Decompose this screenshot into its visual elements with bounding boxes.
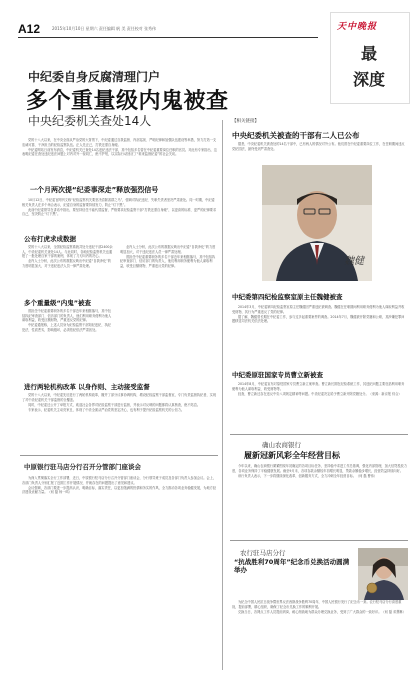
section-name-top: 最 (361, 44, 378, 63)
related-link-tag: 【相关链接】 (232, 119, 259, 124)
section2-body: 党的十八大以来，全国纪检监察系统共处分违纪干部2400余人，中央纪委机关查处14人。与此同时，各地纪检监察机关也通报了一批处理自家干部的案例，体现了刀刃向内的决心。 业内人士分析，此次公布的数据反映出中纪委“自我净化”的力度明显加大，对于违纪违法人员一律严肃处理。 (22, 245, 113, 268)
bank-right-divider (222, 455, 223, 670)
right-title-2: 中纪委第四纪检监察室原主任魏健被查 (232, 293, 343, 301)
section3-title: 多个重量级“内鬼”被查 (24, 299, 92, 307)
lead-intro: 党的十八大以来，在中央全面从严治党的大背景下，中纪委通过自我监督、内部巡视、严明纪律和加强队伍建设等举措，努力打造一支忠诚可靠、干净担当的纪检监察队伍。正人先正己，打铁还需自身硬。 中纪委网站日前发布消息，中纪委机关已查处14名违纪违法干部，其中包括多名曾在中纪委重要岗位任职的官员。对此有专家指出，这表明纪委在查处违纪违法问题上对内对外一视同仁，绝不护短，以实际行动回应了“谁来监督纪委”的社会关切。 (22, 138, 217, 157)
lead-kicker: 中纪委自身反腐清理门户 (28, 70, 161, 84)
column-divider (222, 120, 223, 455)
ad2-top-rule (230, 540, 408, 541)
right-body-2: 2014年3月，中纪委第四纪检监察室原主任魏健因严重违纪被调查。魏健在任职期间利用职务便利为他人谋取利益并收受财物，其行为严重违反了党的纪律。 据了解，魏健曾长期在中纪委工作，参与过多起重要案件的调查。2014年7月，魏健被开除党籍和公职，其涉嫌犯罪问题移送司法机关依法处理。 (232, 305, 405, 324)
section3-body: 曾担任中纪委重要职务的多名干部近年来相继落马，其中包括执纪审查部门、信访部门的负责人，他们利用职务便利为他人谋取利益，收受巨额财物，严重违反党的纪律。 中纪委通报称，上述人员身为纪检监察干部知纪违纪、执纪犯法，性质恶劣，影响极坏，必须依纪依法严肃惩处。 (22, 309, 112, 332)
ad1-top-rule (230, 434, 408, 435)
header-meta: 2015年10月10日 星期六 责任编辑 帆 美 责任校对 张秀伟 (52, 26, 156, 31)
section1-body: 10月12日，中纪委官网刊文称“纪检监察机关要坚决清除害群之马”，强调对执纪违纪、失职失责者坚决严肃查处。同一时期，中纪委相关负责人在多个场合表示，纪委自身的监督要持续发力，防止“灯下黑”。 此前中纪委领导在讲话中指出，要坚持信任不能代替监督，严格要求纪检监察干部“打铁还需自身硬”，以更高的标准、更严的纪律要求自己，坚决防止“灯下黑”。 (22, 198, 217, 217)
bank-top-rule (20, 455, 218, 456)
right-body-3: 2014年8月，中纪委宣布对原驻国家专员曹立新立案审查。曹立新长期在纪检系统工作，其违纪问题主要包括利用职务便利为他人谋取利益、收受财物等。 经查，曹立新还存在违反中央八项规定精神等问题。中央纪委决定给予曹立新开除党籍处分。（来源：新京报 综合） (232, 382, 405, 396)
header-rule (18, 37, 318, 38)
page-number: A12 (18, 22, 41, 36)
right-title-3: 中纪委原驻国家专员曹立新被查 (232, 371, 323, 379)
section2-title: 公布打虎求成数据 (24, 235, 76, 243)
masthead (330, 12, 410, 104)
ad1-body: 今年以来，确山农商银行紧紧围绕年初确定的各项目标任务，坚持稳中求进工作总基调，强化内部管理，加大信贷投放力度，各项业务保持了平稳健康发展。截至9月末，各项存款余额较年初增长明显，贷款余额稳步增长，经营效益持续向好。 该行负责人表示，下一步将继续深化改革，创新服务方式，全力冲刺全年经营目标。（何 磊 曹伟） (232, 464, 407, 478)
ad1-title-big: 履新冠新风彩全年经营目标 (244, 451, 340, 460)
ad2-title-small: 农行驻马店分行 (240, 549, 286, 557)
lead-subtitle: 中央纪委机关查处14人 (28, 114, 152, 128)
official-photo (262, 165, 372, 281)
coin-event-image (358, 548, 408, 600)
coin-photo (358, 548, 408, 600)
section4-title: 进行两轮机构改革 以身作则、主动接受监督 (24, 383, 150, 391)
photo-signature: 魏健 (344, 256, 364, 267)
lead-headline: 多个重量级内鬼被查 (26, 89, 229, 114)
ad1-title-small: 确山农商银行 (262, 441, 301, 449)
ad2-title-big: “抗战胜利70周年”纪念币兑换活动圆满举办 (234, 558, 350, 574)
section-name-bottom: 深度 (353, 70, 386, 89)
right-body-1: 据悉，中央纪委机关被查处的14名干部中，已有两人的情况对外公布。他们曾在中纪委重要岗位工作，在任职期间违反党纪国法，最终受到严肃查处。 (232, 142, 405, 151)
section4-body: 党的十八大以来，中纪委先后进行了两轮机构改革，撤并了部分议事协调机构，增设纪检监察干部监督室，专门负责监督执纪者，实现了对中央纪委机关干部监督的全覆盖。 同时，中纪委还公开了举报方式，欢迎社会各界对纪检监察干部进行监督，并表示对反映的问题都将认真核查，绝不姑息。 专家表示，纪委机关主动亮家丑，体现了中央全面从严治党的坚定决心，也有利于提升纪检监察机关的公信力。 (22, 393, 217, 412)
bank-story-title: 中原银行驻马店分行召开分管部门座谈会 (24, 463, 141, 471)
right-title-1: 中央纪委机关被查的干部有二人已公布 (232, 131, 360, 140)
middle-column-text: 业内人士分析，此次公布的数据反映出中纪委“自我净化”的力度明显加大，对于违纪违法人员一律严肃处理。 曾担任中纪委重要职务的多名干部近年来相继落马，其中包括执纪审查部门、信访部门的负责人，他们利用职务便利为他人谋取利益，收受巨额财物，严重违反党的纪律。 (120, 245, 216, 268)
paper-name-logo: 天中晚报 (337, 22, 378, 32)
bank-story-body: 为深入贯彻落实全行工作部署，近日，中原银行驻马店分行召开分管部门座谈会，分行领导班子成员及各部门负责人参加会议。会上，各部门负责人分别汇报了近期工作开展情况，并就存在的问题提出了意见和建议。 会议强调，各部门要进一步提高认识，明确目标，落实责任，以更加饱满的热情和务实的作风，全力推动各项业务稳健发展，为地方经济建设贡献力量。（何 磊 杨一鸣） (22, 476, 217, 495)
ad2-body: 为纪念中国人民抗日战争暨世界反法西斯战争胜利70周年，中国人民银行发行了纪念币一套。农行驻马店分行高度重视，提前部署，精心组织，确保了纪念币兑换工作的顺利开展。 兑换当日，各网点工作人员提前到岗，耐心细致地为群众办理兑换业务，受到了广大群众的一致好评。（何 磊 邓慧琳） (232, 600, 406, 614)
section1-title: 一个月两次提“纪委事深走”释放强烈信号 (30, 186, 159, 194)
